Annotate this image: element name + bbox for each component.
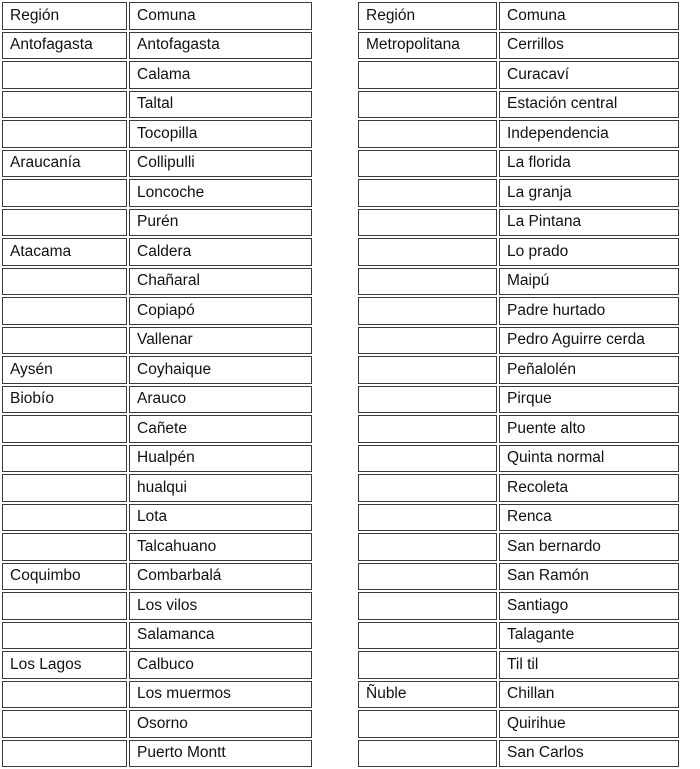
region-cell — [358, 209, 497, 237]
comuna-cell: Independencia — [499, 120, 679, 148]
region-cell — [2, 533, 127, 561]
table-row — [2, 61, 312, 89]
comuna-cell: Renca — [499, 504, 679, 532]
comuna-cell: Los vilos — [129, 592, 312, 620]
region-cell — [358, 592, 497, 620]
table-row — [358, 356, 679, 384]
comuna-cell: Calbuco — [129, 651, 312, 679]
region-cell — [358, 415, 497, 443]
table-row — [2, 209, 312, 237]
comuna-cell: Combarbalá — [129, 563, 312, 591]
region-cell — [358, 563, 497, 591]
comuna-cell: Pedro Aguirre cerda — [499, 327, 679, 355]
comuna-cell: Hualpén — [129, 445, 312, 473]
table-row — [358, 268, 679, 296]
table-row — [2, 533, 312, 561]
comuna-cell: Caldera — [129, 238, 312, 266]
comuna-cell: Padre hurtado — [499, 297, 679, 325]
table-row — [2, 238, 312, 266]
region-cell — [358, 740, 497, 768]
region-cell — [2, 120, 127, 148]
region-cell: Araucanía — [2, 150, 127, 178]
header-row — [358, 2, 679, 30]
table-row — [358, 120, 679, 148]
comuna-cell: Quinta normal — [499, 445, 679, 473]
comuna-cell: Maipú — [499, 268, 679, 296]
region-cell — [2, 740, 127, 768]
comuna-cell: Antofagasta — [129, 32, 312, 60]
region-cell — [358, 297, 497, 325]
region-cell: Coquimbo — [2, 563, 127, 591]
region-cell — [2, 622, 127, 650]
comuna-cell: Til til — [499, 651, 679, 679]
region-cell — [2, 415, 127, 443]
region-cell — [2, 61, 127, 89]
comuna-cell: La granja — [499, 179, 679, 207]
comuna-cell: Calama — [129, 61, 312, 89]
region-cell — [358, 61, 497, 89]
region-cell — [2, 681, 127, 709]
table-row — [358, 710, 679, 738]
comuna-cell: Recoleta — [499, 474, 679, 502]
comuna-cell: Salamanca — [129, 622, 312, 650]
comuna-cell: Osorno — [129, 710, 312, 738]
region-cell — [358, 504, 497, 532]
region-cell — [2, 91, 127, 119]
table-row — [2, 356, 312, 384]
header-comuna: Comuna — [129, 2, 312, 30]
table-row — [2, 474, 312, 502]
table-row — [358, 386, 679, 414]
table-row — [358, 563, 679, 591]
region-cell: Metropolitana — [358, 32, 497, 60]
table-row — [358, 327, 679, 355]
table-row — [2, 445, 312, 473]
comuna-cell: Tocopilla — [129, 120, 312, 148]
table-row — [358, 740, 679, 768]
table-row — [2, 297, 312, 325]
region-cell: Ñuble — [358, 681, 497, 709]
region-cell — [358, 91, 497, 119]
header-row — [2, 2, 312, 30]
region-comuna-table-left — [0, 0, 314, 769]
table-row — [358, 179, 679, 207]
table-row — [358, 91, 679, 119]
region-cell — [358, 356, 497, 384]
table-row — [358, 681, 679, 709]
table-row — [2, 327, 312, 355]
region-cell — [2, 327, 127, 355]
comuna-cell: Vallenar — [129, 327, 312, 355]
table-row — [2, 504, 312, 532]
comuna-cell: Puerto Montt — [129, 740, 312, 768]
comuna-cell: Chañaral — [129, 268, 312, 296]
region-cell — [358, 710, 497, 738]
comuna-cell: Quirihue — [499, 710, 679, 738]
comuna-cell: Curacaví — [499, 61, 679, 89]
region-cell — [2, 474, 127, 502]
table-row — [358, 533, 679, 561]
table-row — [358, 474, 679, 502]
region-cell — [358, 445, 497, 473]
region-cell — [2, 179, 127, 207]
table-row — [358, 651, 679, 679]
table-row — [2, 622, 312, 650]
comuna-cell: Arauco — [129, 386, 312, 414]
comuna-cell: Lo prado — [499, 238, 679, 266]
comuna-cell: hualqui — [129, 474, 312, 502]
table-row — [358, 150, 679, 178]
region-cell — [2, 445, 127, 473]
region-cell — [358, 150, 497, 178]
region-cell — [358, 474, 497, 502]
table-row — [358, 592, 679, 620]
comuna-cell: Collipulli — [129, 150, 312, 178]
comuna-cell: Talagante — [499, 622, 679, 650]
comuna-cell: Santiago — [499, 592, 679, 620]
region-cell: Antofagasta — [2, 32, 127, 60]
comuna-cell: Estación central — [499, 91, 679, 119]
comuna-cell: Copiapó — [129, 297, 312, 325]
table-row — [2, 592, 312, 620]
header-region: Región — [2, 2, 127, 30]
table-row — [2, 150, 312, 178]
comuna-cell: Los muermos — [129, 681, 312, 709]
comuna-cell: Pirque — [499, 386, 679, 414]
table-row — [358, 622, 679, 650]
comuna-cell: La Pintana — [499, 209, 679, 237]
region-cell — [358, 120, 497, 148]
comuna-cell: Coyhaique — [129, 356, 312, 384]
region-cell — [358, 238, 497, 266]
region-cell — [2, 209, 127, 237]
region-cell — [2, 710, 127, 738]
region-cell: Biobío — [2, 386, 127, 414]
region-cell: Aysén — [2, 356, 127, 384]
comuna-cell: Cañete — [129, 415, 312, 443]
table-row — [358, 32, 679, 60]
table-row — [358, 415, 679, 443]
comuna-cell: Talcahuano — [129, 533, 312, 561]
table-row — [2, 415, 312, 443]
region-comuna-table-right — [356, 0, 681, 769]
comuna-cell: Purén — [129, 209, 312, 237]
table-row — [2, 32, 312, 60]
comuna-cell: Taltal — [129, 91, 312, 119]
region-cell — [358, 533, 497, 561]
table-row — [358, 504, 679, 532]
table-row — [2, 268, 312, 296]
region-cell: Los Lagos — [2, 651, 127, 679]
region-cell — [2, 268, 127, 296]
comuna-cell: Chillan — [499, 681, 679, 709]
region-cell — [2, 504, 127, 532]
comuna-cell: Lota — [129, 504, 312, 532]
region-cell — [2, 297, 127, 325]
table-row — [358, 61, 679, 89]
table-row — [2, 681, 312, 709]
table-row — [2, 386, 312, 414]
table-row — [358, 238, 679, 266]
region-cell: Atacama — [2, 238, 127, 266]
table-row — [2, 120, 312, 148]
comuna-cell: Puente alto — [499, 415, 679, 443]
comuna-cell: Peñalolén — [499, 356, 679, 384]
table-row — [358, 445, 679, 473]
comuna-cell: San Ramón — [499, 563, 679, 591]
region-cell — [2, 592, 127, 620]
table-row — [2, 179, 312, 207]
comuna-cell: La florida — [499, 150, 679, 178]
header-region: Región — [358, 2, 497, 30]
region-cell — [358, 268, 497, 296]
table-row — [2, 710, 312, 738]
region-cell — [358, 622, 497, 650]
table-row — [358, 297, 679, 325]
region-cell — [358, 327, 497, 355]
table-row — [2, 91, 312, 119]
comuna-cell: San Carlos — [499, 740, 679, 768]
comuna-cell: Cerrillos — [499, 32, 679, 60]
table-row — [358, 209, 679, 237]
region-cell — [358, 386, 497, 414]
table-row — [2, 740, 312, 768]
region-cell — [358, 651, 497, 679]
comuna-cell: San bernardo — [499, 533, 679, 561]
comuna-cell: Loncoche — [129, 179, 312, 207]
region-cell — [358, 179, 497, 207]
table-row — [2, 651, 312, 679]
header-comuna: Comuna — [499, 2, 679, 30]
table-row — [2, 563, 312, 591]
